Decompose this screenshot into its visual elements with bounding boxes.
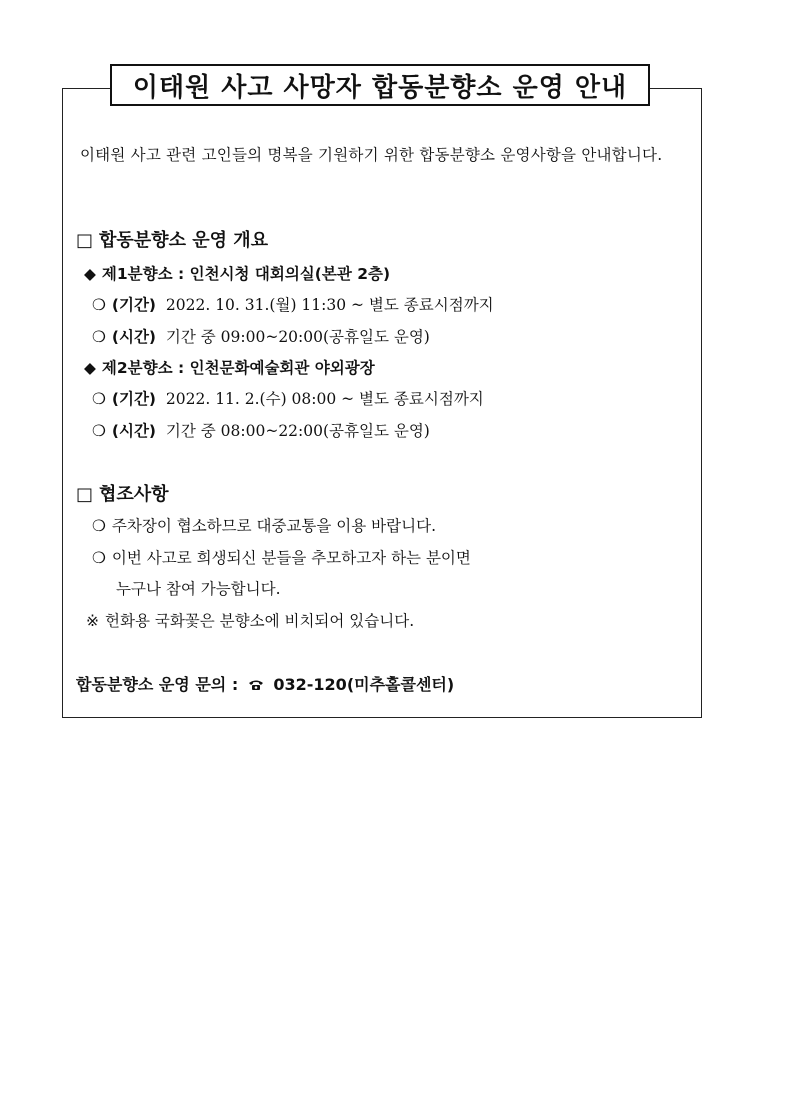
cooperation-item-participation: [92, 546, 471, 568]
diamond-icon: ◆: [84, 265, 96, 283]
cooperation-item-participation-line1: 이번 사고로 희생되신 분들을 추모하고자 하는 분이면: [111, 549, 471, 567]
circle-bullet-icon: ❍: [92, 390, 106, 408]
circle-bullet-icon: ❍: [92, 296, 106, 314]
checkbox-square-icon: □: [76, 230, 94, 251]
contact-phone: 032-120(미추홀콜센터): [273, 675, 455, 694]
site1-label-text: 제1분향소 : 인천시청 대회의실(본관 2층): [101, 265, 391, 283]
overview-heading-text: 합동분향소 운영 개요: [99, 230, 269, 251]
cooperation-heading: [76, 480, 169, 506]
overview-heading: [76, 226, 268, 252]
site2-label-text: 제2분향소 : 인천문화예술회관 야외광장: [101, 359, 375, 377]
site1-time-value: 기간 중 09:00~20:00(공휴일도 운영): [165, 328, 430, 346]
phone-icon: [248, 675, 264, 694]
site2-label: [84, 356, 375, 378]
cooperation-note: [86, 609, 414, 631]
circle-bullet-icon: ❍: [92, 549, 106, 567]
site2-period: [92, 387, 484, 409]
checkbox-square-icon: □: [76, 484, 94, 505]
cooperation-heading-text: 협조사항: [99, 484, 169, 505]
contact-label: 합동분향소 운영 문의 :: [76, 675, 239, 694]
site2-period-value: 2022. 11. 2.(수) 08:00 ~ 별도 종료시점까지: [165, 390, 484, 408]
circle-bullet-icon: ❍: [92, 517, 106, 535]
intro-text: 이태원 사고 관련 고인들의 명복을 기원하기 위한 합동분향소 운영사항을 안내합니다.: [80, 146, 663, 164]
site1-period-value: 2022. 10. 31.(월) 11:30 ~ 별도 종료시점까지: [165, 296, 494, 314]
title-rule-left: [62, 88, 110, 89]
circle-bullet-icon: ❍: [92, 328, 106, 346]
site1-period-key: (기간): [111, 296, 157, 314]
cooperation-item-participation-line2: 누구나 참여 가능합니다.: [116, 580, 281, 598]
site1-time: [92, 325, 430, 347]
site1-time-key: (시간): [111, 328, 157, 346]
cooperation-note-text: 헌화용 국화꽃은 분향소에 비치되어 있습니다.: [105, 612, 415, 630]
page-title: 이태원 사고 사망자 합동분향소 운영 안내: [110, 64, 650, 106]
site2-period-key: (기간): [111, 390, 157, 408]
diamond-icon: ◆: [84, 359, 96, 377]
site2-time: [92, 419, 430, 441]
contact-line: [76, 672, 454, 695]
site2-time-key: (시간): [111, 422, 157, 440]
cooperation-item-parking-text: 주차장이 협소하므로 대중교통을 이용 바랍니다.: [111, 517, 437, 535]
title-rule-right: [650, 88, 702, 89]
circle-bullet-icon: ❍: [92, 422, 106, 440]
site1-period: [92, 293, 494, 315]
reference-mark-icon: ※: [86, 612, 99, 630]
cooperation-item-parking: [92, 514, 436, 536]
site1-label: [84, 262, 390, 284]
site2-time-value: 기간 중 08:00~22:00(공휴일도 운영): [165, 422, 430, 440]
